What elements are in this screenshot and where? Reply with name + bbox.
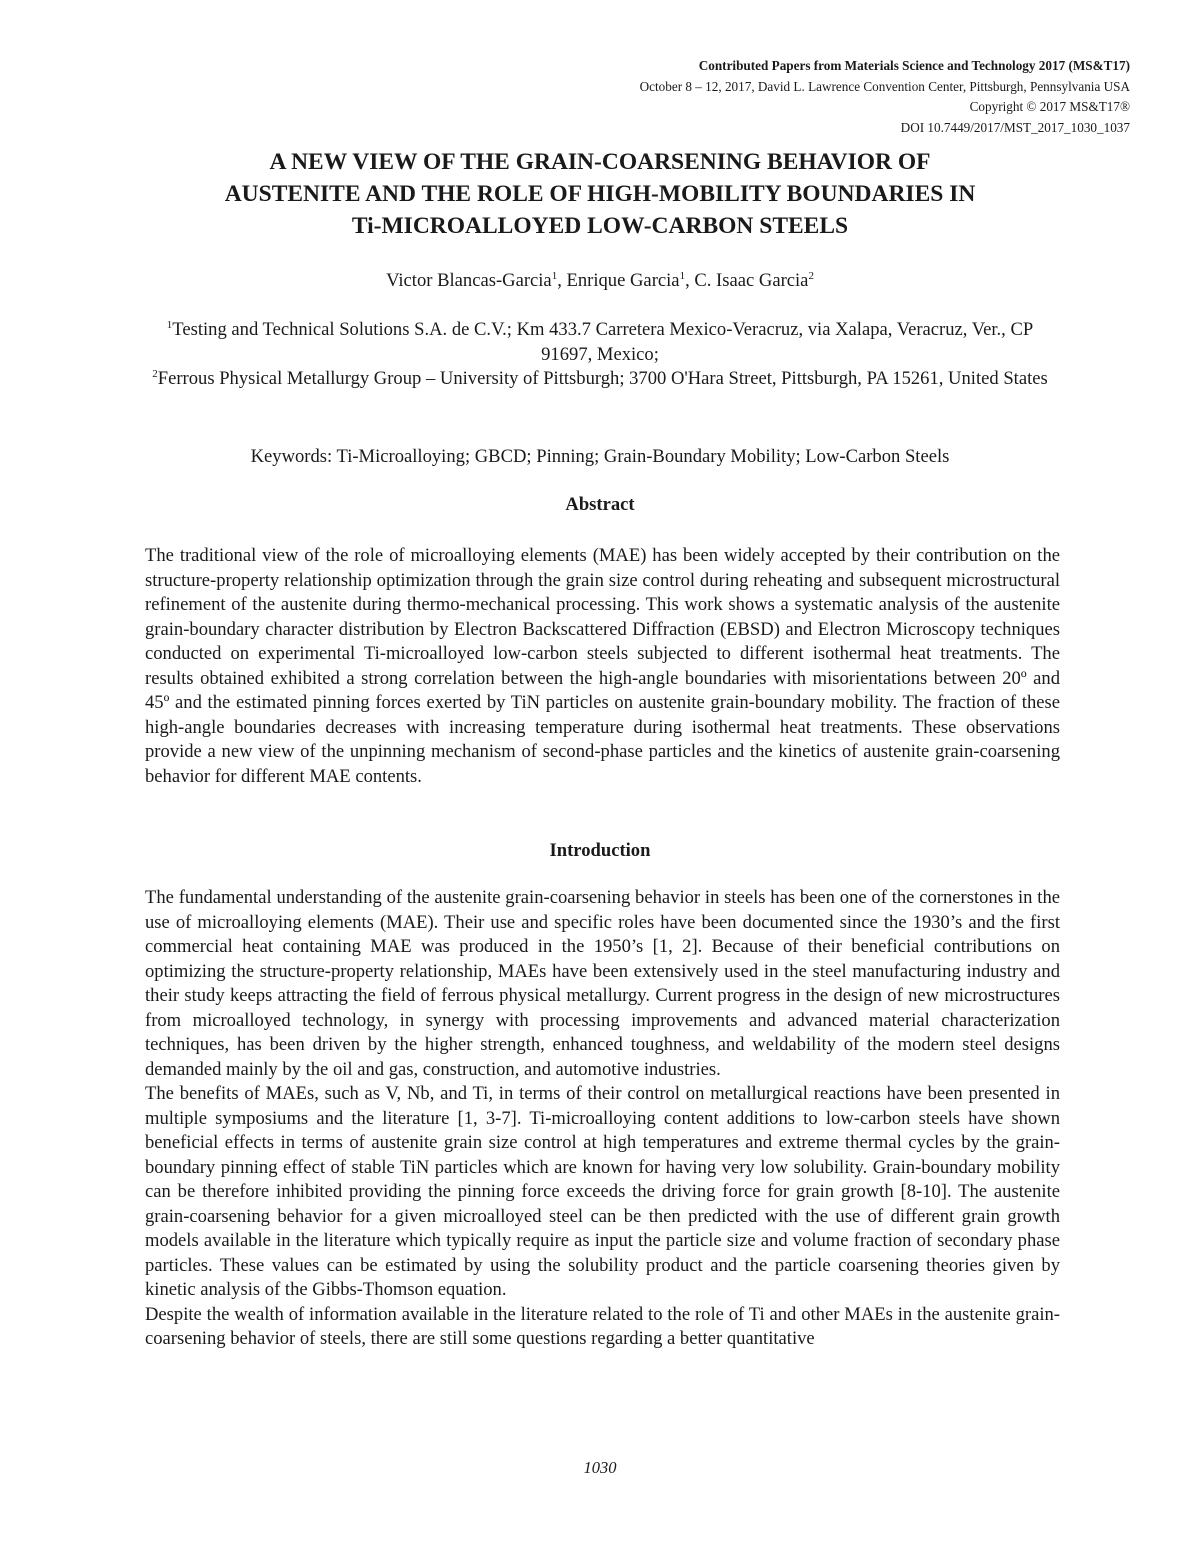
introduction-heading: Introduction	[549, 840, 651, 861]
affiliation-text: Ferrous Physical Metallurgy Group – University of Pittsburgh; 3700 O'Hara Street, Pittsburgh, PA 15261, United States	[157, 368, 1048, 389]
author-name: Victor Blancas-Garcia	[386, 270, 552, 291]
header-line-doi: DOI 10.7449/2017/MST_2017_1030_1037	[900, 119, 1130, 135]
title-line: A NEW VIEW OF THE GRAIN-COARSENING BEHAVIOR OF	[269, 149, 931, 175]
introduction-paragraph: The fundamental understanding of the austenite grain-coarsening behavior in steels has been one of the cornerstones in the use of microalloying elements (MAE). Their use and specific roles have been documented since the 1930’s and the first commercial heat containing MAE was produced in the 1950’s [1, 2]. Because of their beneficial contributions on optimizing the structure-property relationship, MAEs have been extensively used in the steel manufacturing industry and their study keeps attracting the field of ferrous physical metallurgy. Current progress in the design of new microstructures from microalloyed technology, in synergy with processing improvements and advanced material characterization techniques, has been driven by the higher strength, enhanced toughness, and weldability of the modern steel designs demanded mainly by the oil and gas, construction, and automotive industries.	[145, 887, 1060, 1080]
author-affiliation-mark: 2	[808, 269, 814, 282]
abstract-text: The traditional view of the role of microalloying elements (MAE) has been widely accepted by their contribution on the structure-property relationship optimization through the grain size control during reheating and subsequent microstructural refinement of the austenite during thermo-mechanical processing. This work shows a systematic analysis of the austenite grain-boundary character distribution by Electron Backscattered Diffraction (EBSD) and Electron Microscopy techniques conducted on experimental Ti-microalloyed low-carbon steels subjected to different isothermal heat treatments. The results obtained exhibited a strong correlation between the high-angle boundaries with misorientations between 20º and 45º and the estimated pinning forces exerted by TiN particles on austenite grain-boundary mobility. The fraction of these high-angle boundaries decreases with increasing temperature during isothermal heat treatments. These observations provide a new view of the unpinning mechanism of second-phase particles and the kinetics of austenite grain-coarsening behavior for different MAE contents.	[145, 545, 1060, 787]
introduction-paragraph: Despite the wealth of information available in the literature related to the role of Ti and other MAEs in the austenite grain-coarsening behavior of steels, there are still some questions regarding a better quantitative	[145, 1303, 1060, 1349]
title-line: AUSTENITE AND THE ROLE OF HIGH-MOBILITY BOUNDARIES IN	[224, 181, 976, 207]
introduction-body	[145, 886, 1060, 1352]
author-list	[145, 268, 1055, 294]
header-line-dates: October 8 – 12, 2017, David L. Lawrence Convention Center, Pittsburgh, Pennsylvania USA	[639, 78, 1130, 94]
author-affiliation-mark: 1	[679, 269, 686, 282]
page-number: 1030	[583, 1458, 617, 1477]
conference-header	[640, 56, 1130, 138]
affiliation-mark: 2	[152, 367, 158, 380]
title-line: Ti-MICROALLOYED LOW-CARBON STEELS	[351, 213, 849, 239]
affiliation	[145, 367, 1055, 392]
affiliation	[145, 318, 1055, 367]
abstract-heading: Abstract	[565, 494, 635, 515]
keywords: Keywords: Ti-Microalloying; GBCD; Pinning; Grain-Boundary Mobility; Low-Carbon Steels	[250, 446, 950, 467]
affiliation-mark: 1	[166, 318, 173, 331]
paper-title	[120, 146, 1080, 242]
introduction-paragraph: The benefits of MAEs, such as V, Nb, and Ti, in terms of their control on metallurgical reactions have been presented in multiple symposiums and the literature [1, 3-7]. Ti-microalloying content additions to low-carbon steels have shown beneficial effects in terms of austenite grain size control at high temperatures and extreme thermal cycles by the grain-boundary pinning effect of stable TiN particles which are known for having very low solubility. Grain-boundary mobility can be therefore inhibited providing the pinning force exceeds the driving force for grain growth [8-10]. The austenite grain-coarsening behavior for a given microalloyed steel can be then predicted with the use of different grain growth models available in the literature which typically require as input the particle size and volume fraction of secondary phase particles. These values can be estimated by using the solubility product and the particle coarsening theories given by kinetic analysis of the Gibbs-Thomson equation.	[145, 1083, 1060, 1300]
author-separator: ,	[557, 270, 567, 291]
author-name: Enrique Garcia	[566, 270, 680, 291]
author-name: C. Isaac Garcia	[694, 270, 809, 291]
header-line-conference: Contributed Papers from Materials Science and Technology 2017 (MS&T17)	[698, 58, 1130, 73]
affiliations	[145, 318, 1055, 392]
author-separator: ,	[685, 270, 695, 291]
author-affiliation-mark: 1	[551, 269, 558, 282]
header-line-copyright: Copyright © 2017 MS&T17®	[969, 99, 1130, 114]
affiliation-text: Testing and Technical Solutions S.A. de C.V.; Km 433.7 Carretera Mexico-Veracruz, via Xalapa, Veracruz, Ver., CP 91697, Mexico;	[172, 319, 1034, 365]
